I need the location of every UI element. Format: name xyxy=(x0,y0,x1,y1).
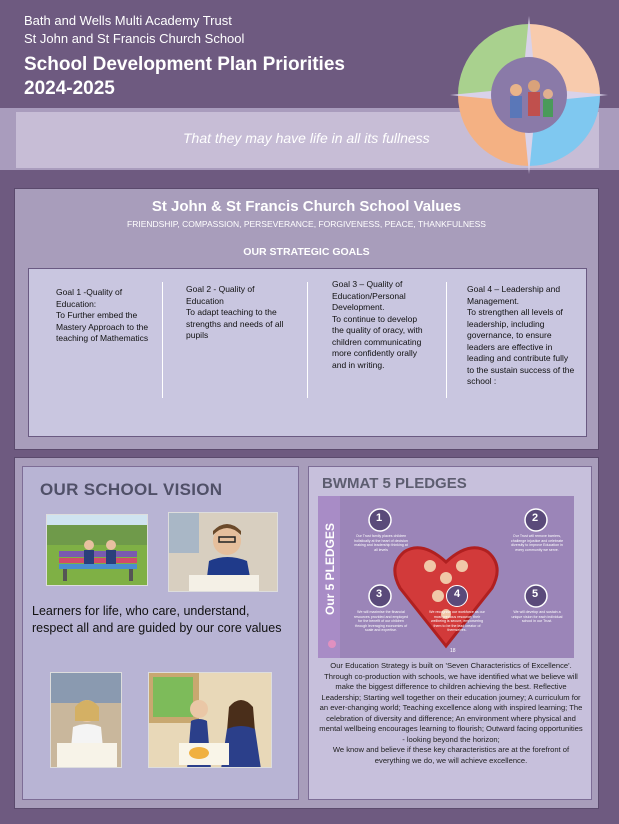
pledge-3-text: We will maximise the financial resources provided and employed for the benefit of our children through leveraging economies of scale and expertise. xyxy=(353,610,409,633)
pledge-3-number: 3 xyxy=(376,588,383,600)
goal-3-text: Goal 3 – Quality of Education/Personal Development. To continue to develop the quality of oracy, with children communicating more confidently orally and in writing. xyxy=(332,279,423,370)
goal-4-text: Goal 4 – Leadership and Management. To strengthen all levels of leadership, including governance, to ensure leaders are effective in leading and contribute fully to the sustain success of the school : xyxy=(467,284,575,386)
photo-two-girls xyxy=(148,672,272,768)
trust-name: Bath and Wells Multi Academy Trust xyxy=(24,13,232,28)
pledges-graphic xyxy=(318,496,574,658)
goal-divider xyxy=(446,282,447,398)
photo-boy-writing xyxy=(168,512,278,592)
pledge-5-text: We will develop and sustain a unique vision for each individual school in our Trust. xyxy=(511,610,563,624)
photo-outdoor-bench xyxy=(46,514,148,586)
pledge-5-number: 5 xyxy=(532,588,539,600)
pledge-1-text: Our Trust family places children holistically at the heart of decision making and leadership thinking at all levels xyxy=(354,534,408,552)
values-list: FRIENDSHIP, COMPASSION, PERSEVERANCE, FORGIVENESS, PEACE, THANKFULNESS xyxy=(127,219,486,229)
motto-text: That they may have life in all its fullness xyxy=(183,130,430,146)
strategic-goals-heading: OUR STRATEGIC GOALS xyxy=(243,246,370,258)
goal-2 xyxy=(186,284,292,342)
goal-4 xyxy=(467,284,575,388)
page-title: School Development Plan Priorities xyxy=(24,54,345,75)
pledge-4-number: 4 xyxy=(454,588,461,600)
page-years: 2024-2025 xyxy=(24,78,115,99)
pledge-1-number: 1 xyxy=(376,512,383,524)
pledges-side-label: Our 5 PLEDGES xyxy=(323,522,337,616)
school-name: St John and St Francis Church School xyxy=(24,31,245,46)
education-strategy-text: Our Education Strategy is built on 'Seven Characteristics of Excellence'. Through co-production with schools, we have identified what we believe will make the biggest difference to children achieving the best. Reflective Leadership; Starting well together on their education journey; A curriculum for an ever-changing world; Teaching excellence along with inspired learning; The celebration of diversity and difference; An environment where physical and mental wellbeing encourages learning to flourish; Outward facing opportunities - looking beyond the horizon; We know and believe if these key characteristics are at the forefront of everything we do, we will achieve excellence. xyxy=(319,661,583,765)
pledge-2-text: Our Trust will remove barriers, challenge injustice and celebrate diversity to improve Education in every community we serve. xyxy=(510,534,564,552)
pledge-2-number: 2 xyxy=(532,512,539,524)
goal-2-text: Goal 2 - Quality of Education To adapt teaching to the strengths and needs of all pupils xyxy=(186,284,284,340)
vision-title: OUR SCHOOL VISION xyxy=(40,480,223,499)
pledges-page-number: 18 xyxy=(450,648,456,654)
goal-divider xyxy=(162,282,163,398)
goal-divider xyxy=(307,282,308,398)
pledges-title: BWMAT 5 PLEDGES xyxy=(322,475,467,492)
vision-statement: Learners for life, who care, understand, respect all and are guided by our core values xyxy=(32,604,282,635)
goal-1-text: Goal 1 -Quality of Education: To Further embed the Mastery Approach to the teaching of Mathematics xyxy=(56,287,149,343)
values-title: St John & St Francis Church School Values xyxy=(151,198,462,215)
pledge-4-text: We recognise our workforce as our most precious resource; their wellbeing is secure, empowering them to be the lead creator of themselves. xyxy=(429,610,485,633)
goal-3 xyxy=(332,279,430,371)
goal-1 xyxy=(56,287,158,345)
photo-girl-drawing xyxy=(50,672,122,768)
compass-logo xyxy=(450,16,608,174)
